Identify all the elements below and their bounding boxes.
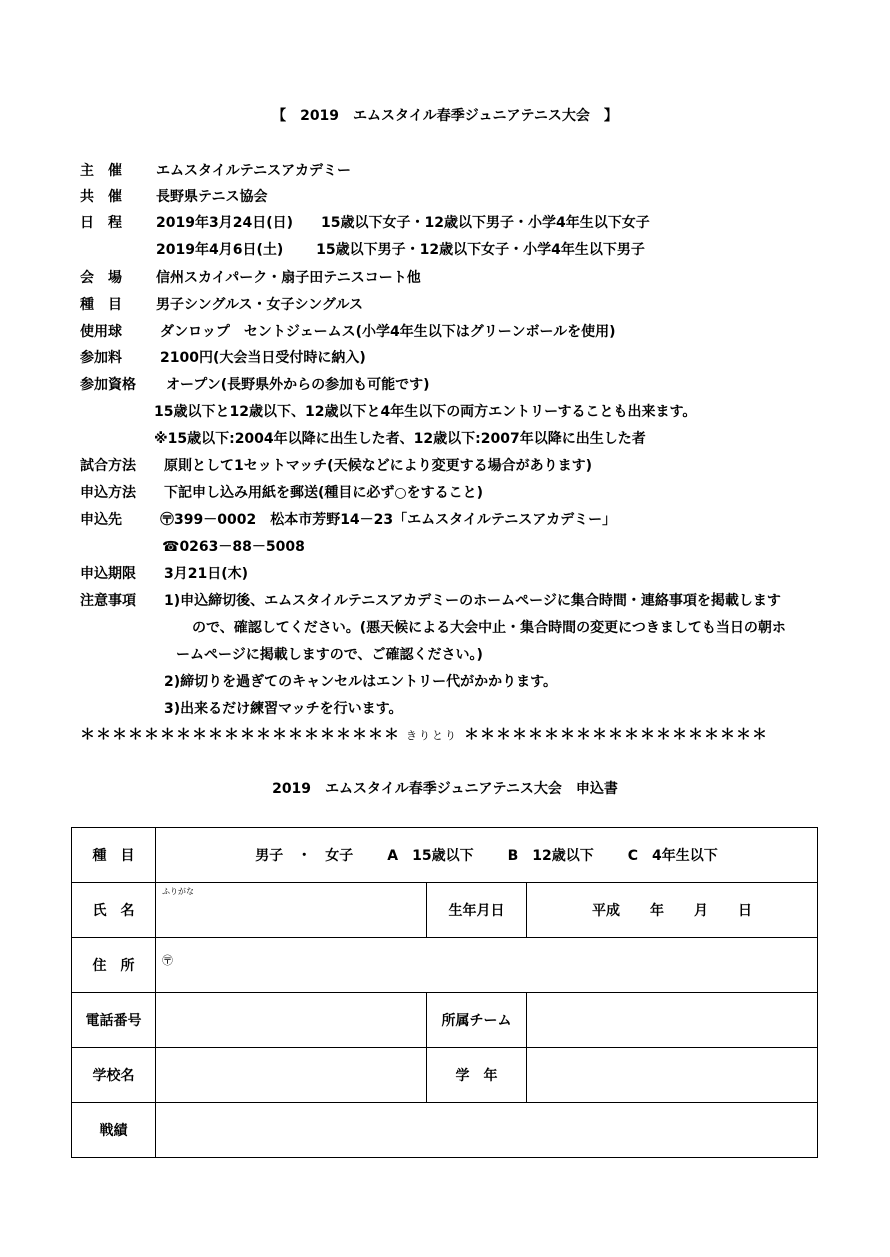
form-row-record bbox=[72, 1103, 818, 1158]
event-b[interactable]: B 12歳以下 bbox=[507, 848, 594, 864]
schedule-line-1: 2019年3月24日(日) 15歳以下女子・12歳以下男子・小学4年生以下女子 bbox=[156, 215, 650, 231]
name-field[interactable] bbox=[156, 883, 427, 938]
cut-line bbox=[80, 723, 768, 744]
phone-label: 電話番号 bbox=[72, 993, 156, 1048]
form-row-phone bbox=[72, 993, 818, 1048]
phone-field[interactable] bbox=[156, 993, 427, 1048]
host-value: エムスタイルテニスアカデミー bbox=[156, 163, 352, 179]
event-label: 種 目 bbox=[72, 828, 156, 883]
note-1-line-1: 1)申込締切後、エムスタイルテニスアカデミーのホームページに集合時間・連絡事項を掲載します bbox=[164, 593, 781, 609]
venue-label: 会 場 bbox=[80, 270, 122, 286]
furigana-label: ふりがな bbox=[162, 887, 194, 896]
birthdate-year: 年 bbox=[650, 903, 664, 919]
team-label: 所属チーム bbox=[427, 993, 527, 1048]
apply-to-label: 申込先 bbox=[80, 512, 122, 528]
fee-label: 参加料 bbox=[80, 350, 122, 366]
deadline-label: 申込期限 bbox=[80, 566, 136, 582]
format-label: 試合方法 bbox=[80, 458, 136, 474]
cohost-value: 長野県テニス協会 bbox=[156, 189, 268, 205]
schedule-label: 日 程 bbox=[80, 215, 122, 231]
birthdate-field[interactable] bbox=[527, 883, 818, 938]
form-row-event bbox=[72, 828, 818, 883]
school-field[interactable] bbox=[156, 1048, 427, 1103]
ball-label: 使用球 bbox=[80, 324, 122, 340]
birthdate-day: 日 bbox=[738, 903, 752, 919]
address-field[interactable] bbox=[156, 938, 818, 993]
apply-method-value: 下記申し込み用紙を郵送(種目に必ず○をすること) bbox=[164, 485, 484, 501]
name-label: 氏 名 bbox=[72, 883, 156, 938]
birthdate-label: 生年月日 bbox=[427, 883, 527, 938]
event-options[interactable] bbox=[156, 828, 818, 883]
eligibility-line-3: ※15歳以下:2004年以降に出生した者、12歳以下:2007年以降に出生した者 bbox=[154, 431, 646, 447]
events-value: 男子シングルス・女子シングルス bbox=[156, 297, 364, 313]
grade-field[interactable] bbox=[527, 1048, 818, 1103]
birthdate-era: 平成 bbox=[592, 903, 620, 919]
note-3: 3)出来るだけ練習マッチを行います。 bbox=[164, 701, 403, 717]
deadline-value: 3月21日(木) bbox=[164, 566, 249, 582]
birthdate-month: 月 bbox=[694, 903, 708, 919]
schedule-line-2: 2019年4月6日(土) 15歳以下男子・12歳以下女子・小学4年生以下男子 bbox=[156, 242, 645, 258]
eligibility-label: 参加資格 bbox=[80, 377, 136, 393]
event-c[interactable]: C 4年生以下 bbox=[627, 848, 718, 864]
note-2: 2)締切りを過ぎてのキャンセルはエントリー代がかかります。 bbox=[164, 674, 558, 690]
record-label: 戦績 bbox=[72, 1103, 156, 1158]
eligibility-line-1: オープン(長野県外からの参加も可能です) bbox=[166, 377, 430, 393]
fee-value: 2100円(大会当日受付時に納入) bbox=[160, 350, 366, 366]
note-1-line-3: ームページに掲載しますので、ご確認ください。) bbox=[176, 647, 483, 663]
host-label: 主 催 bbox=[80, 163, 122, 179]
event-gender[interactable]: 男子 ・ 女子 bbox=[255, 848, 354, 864]
note-1-line-2: ので、確認してください。(悪天候による大会中止・集合時間の変更につきましても当日の朝ホ bbox=[192, 620, 786, 636]
form-row-school bbox=[72, 1048, 818, 1103]
cut-stars-left: ＊＊＊＊＊＊＊＊＊＊＊＊＊＊＊＊＊＊＊＊ bbox=[80, 725, 401, 743]
postal-mark-icon: 〶 bbox=[162, 954, 173, 967]
apply-to-phone: ☎0263－88－5008 bbox=[162, 539, 305, 555]
event-a[interactable]: A 15歳以下 bbox=[387, 848, 474, 864]
apply-method-label: 申込方法 bbox=[80, 485, 136, 501]
page-title: 【 2019 エムスタイル春季ジュニアテニス大会 】 bbox=[272, 108, 618, 124]
cut-stars-right: ＊＊＊＊＊＊＊＊＊＊＊＊＊＊＊＊＊＊＊ bbox=[464, 725, 769, 743]
cut-text: きりとり bbox=[406, 729, 459, 742]
address-label: 住 所 bbox=[72, 938, 156, 993]
format-value: 原則として1セットマッチ(天候などにより変更する場合があります) bbox=[164, 458, 592, 474]
form-row-name bbox=[72, 883, 818, 938]
application-form bbox=[71, 827, 818, 1158]
school-label: 学校名 bbox=[72, 1048, 156, 1103]
grade-label: 学 年 bbox=[427, 1048, 527, 1103]
events-label: 種 目 bbox=[80, 297, 122, 313]
cohost-label: 共 催 bbox=[80, 189, 122, 205]
team-field[interactable] bbox=[527, 993, 818, 1048]
ball-value: ダンロップ セントジェームス(小学4年生以下はグリーンボールを使用) bbox=[160, 324, 616, 340]
form-row-address bbox=[72, 938, 818, 993]
form-title: 2019 エムスタイル春季ジュニアテニス大会 申込書 bbox=[272, 781, 618, 797]
notes-label: 注意事項 bbox=[80, 593, 136, 609]
venue-value: 信州スカイパーク・扇子田テニスコート他 bbox=[156, 270, 421, 286]
apply-to-address: 〶399－0002 松本市芳野14－23「エムスタイルテニスアカデミー」 bbox=[160, 512, 617, 528]
record-field[interactable] bbox=[156, 1103, 818, 1158]
eligibility-line-2: 15歳以下と12歳以下、12歳以下と4年生以下の両方エントリーすることも出来ます。 bbox=[154, 404, 697, 420]
